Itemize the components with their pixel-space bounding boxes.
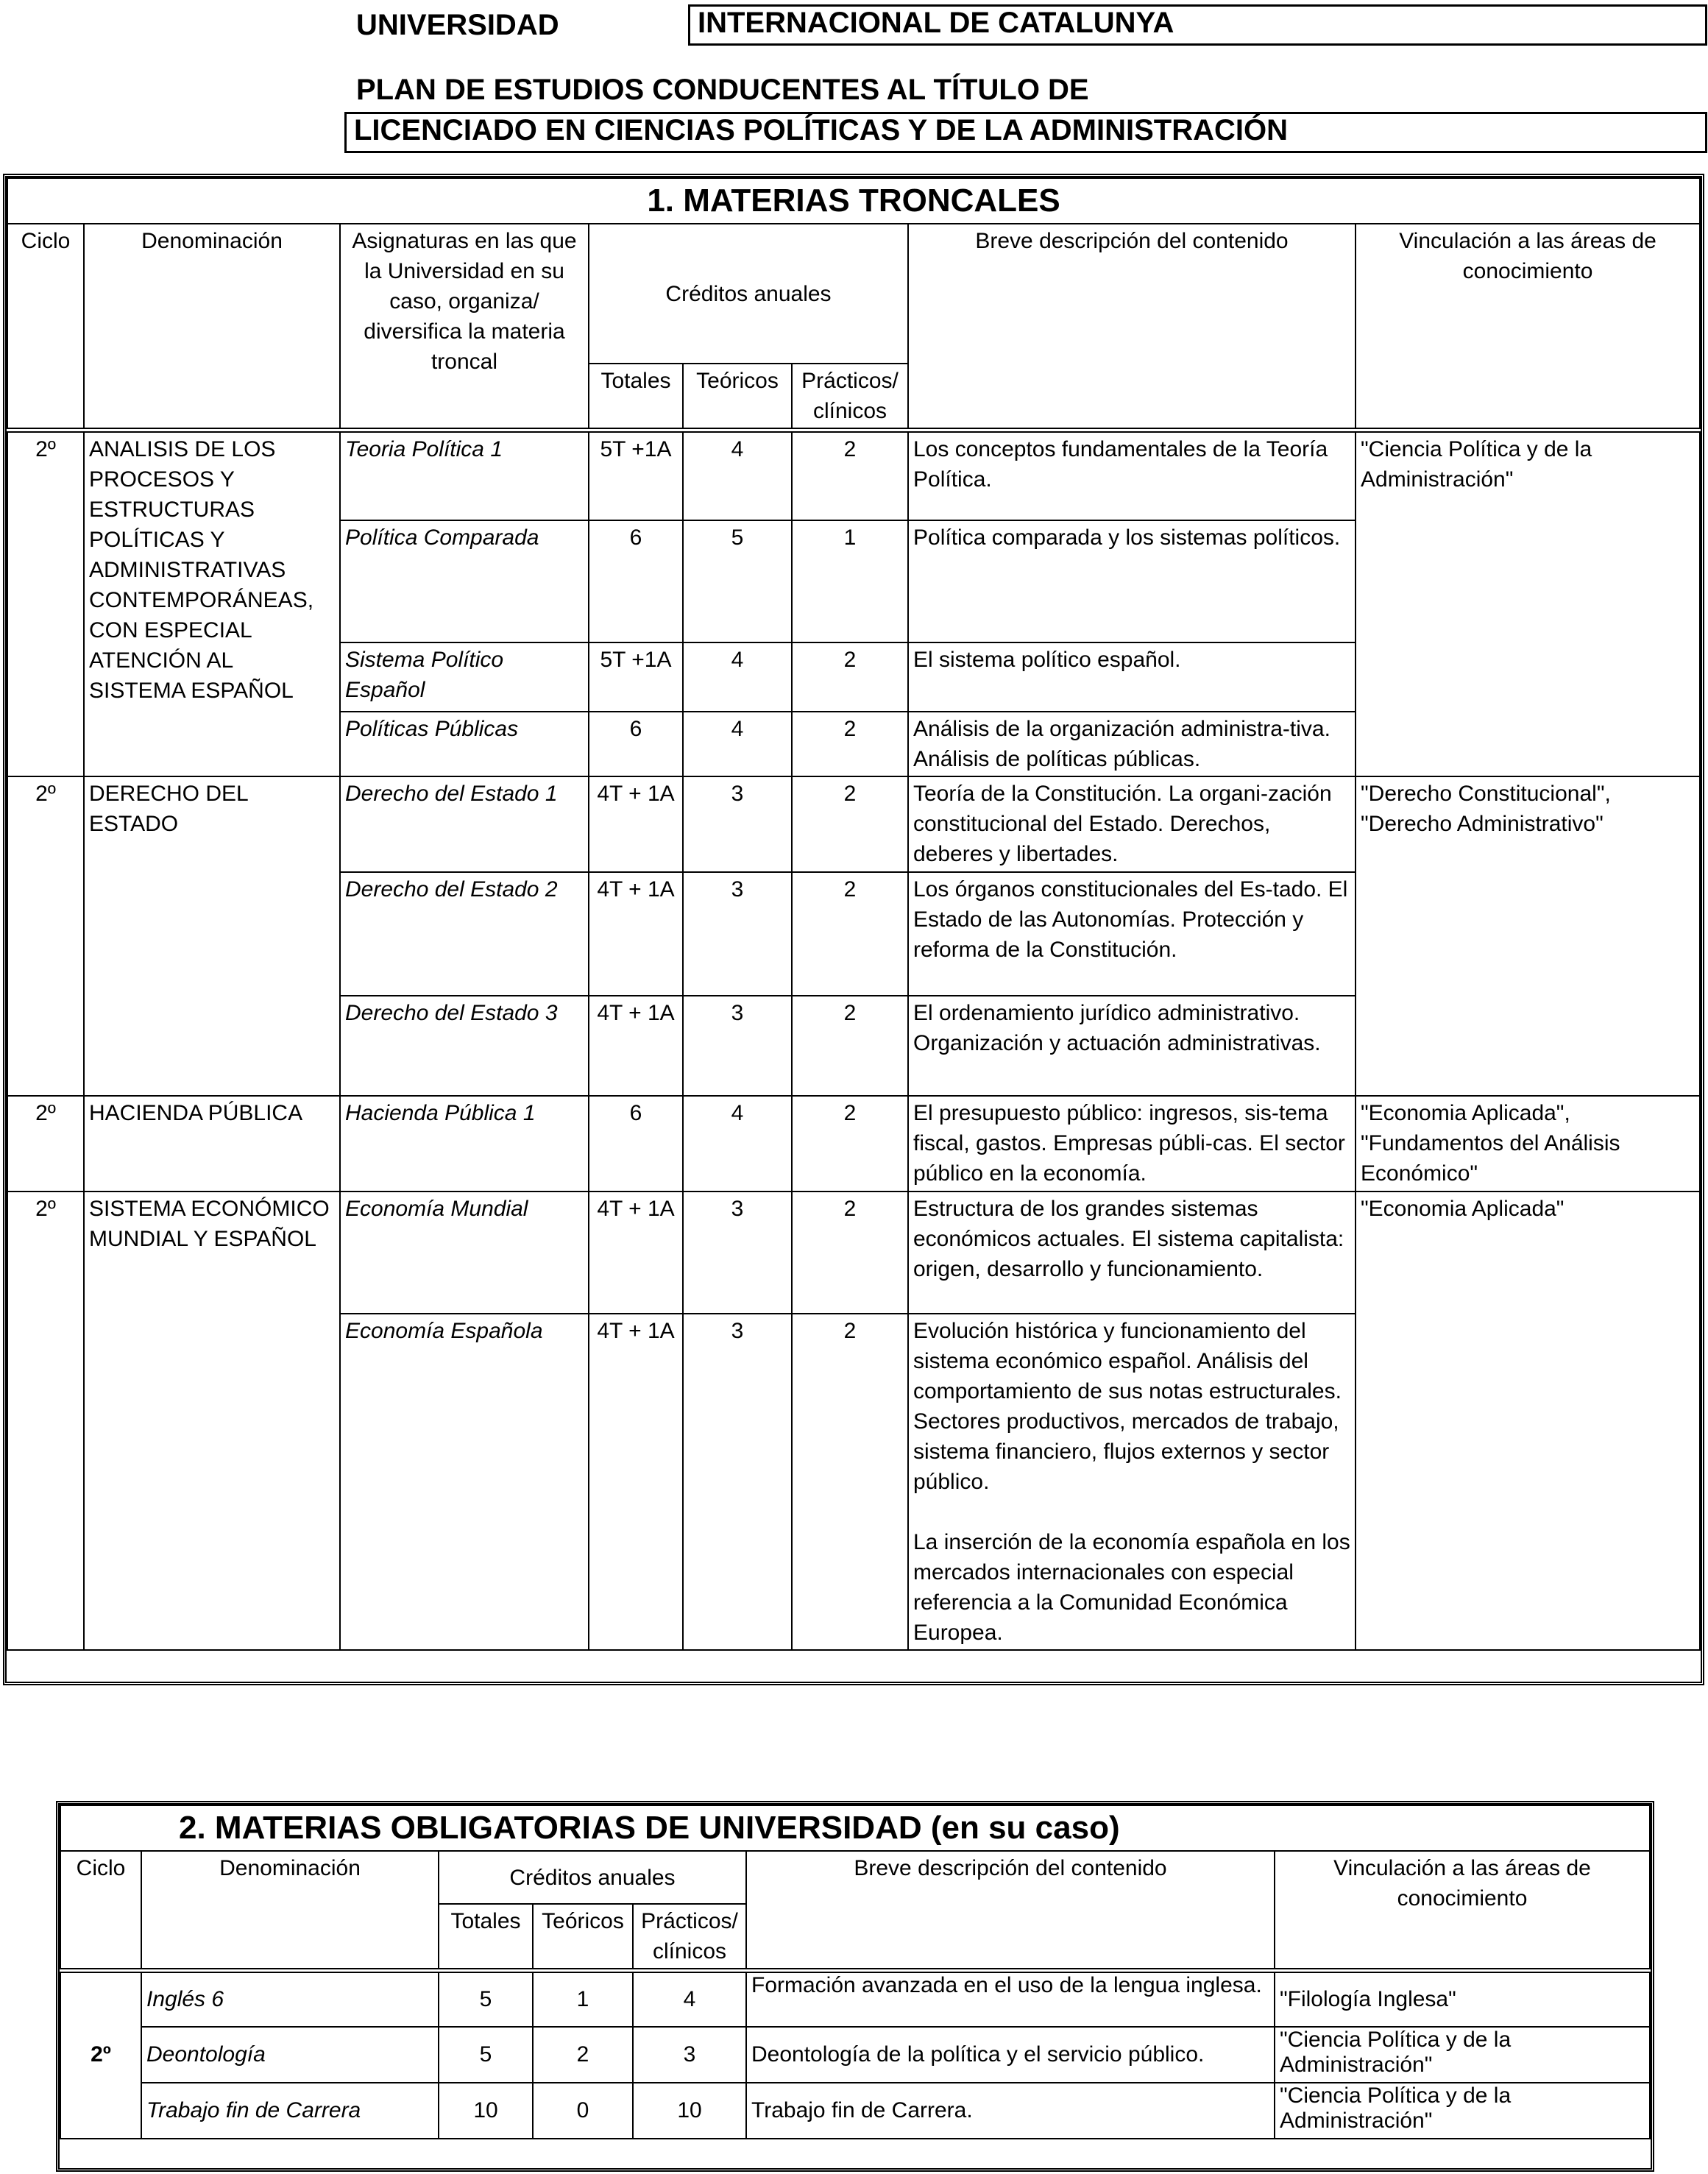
s2-col-vinculacion: Vinculación a las áreas de conocimiento [1275,1851,1650,1971]
university-label: UNIVERSIDAD [356,9,559,41]
ciclo-cell: 2º [7,1192,84,1650]
s2-col-descripcion: Breve descripción del contenido [746,1851,1275,1971]
materia-denominacion: HACIENDA PÚBLICA [84,1096,340,1192]
s2-ciclo: 2º [60,1971,141,2139]
col-ciclo: Ciclo [7,224,84,431]
creditos-teoricos: 3 [683,776,792,872]
s2-practicos: 3 [633,2027,746,2083]
descripcion-parrafo: Los órganos constitucionales del Es-tado. El Estado de las Autonomías. Protección y reforma de la Constitución. [913,877,1348,962]
s2-totales: 10 [439,2083,533,2139]
creditos-teoricos: 4 [683,1096,792,1192]
asignatura-nombre: Hacienda Pública 1 [340,1096,589,1192]
asignatura-nombre: Políticas Públicas [340,712,589,776]
vinculacion-areas: "Derecho Constitucional", "Derecho Administrativo" [1356,776,1700,1096]
col-creditos: Créditos anuales [589,224,908,364]
creditos-totales: 4T + 1A [589,776,683,872]
creditos-teoricos: 4 [683,431,792,520]
asignatura-nombre: Derecho del Estado 1 [340,776,589,872]
asignatura-nombre: Teoria Política 1 [340,431,589,520]
section1-title: 1. MATERIAS TRONCALES [7,178,1700,224]
creditos-practicos: 2 [792,776,908,872]
creditos-practicos: 2 [792,872,908,996]
creditos-totales: 4T + 1A [589,1314,683,1650]
creditos-totales: 6 [589,712,683,776]
asignatura-nombre: Economía Mundial [340,1192,589,1314]
materias-troncales-table [7,177,1701,1651]
creditos-teoricos: 3 [683,1314,792,1650]
creditos-totales: 5T +1A [589,431,683,520]
vinculacion-areas: "Ciencia Política y de la Administración" [1356,431,1700,776]
descripcion-contenido [908,1192,1356,1314]
col-vinculacion: Vinculación a las áreas de conocimiento [1356,224,1700,431]
creditos-teoricos: 5 [683,520,792,642]
descripcion-parrafo: Evolución histórica y funcionamiento del sistema económico español. Análisis del comportamiento de sus notas estructurales. Sectores productivos, mercados de trabajo, sistema financiero, flujos externos y sector público. [913,1318,1342,1494]
creditos-teoricos: 4 [683,642,792,712]
asignatura-nombre: Derecho del Estado 3 [340,996,589,1096]
col-asignaturas: Asignaturas en las que la Universidad en su caso, organiza/ diversifica la materia troncal [340,224,589,431]
s2-descripcion: Formación avanzada en el uso de la lengua inglesa. [746,1971,1275,2027]
col-practicos: Prácticos/ clínicos [792,364,908,431]
col-denominacion: Denominación [84,224,340,431]
descripcion-contenido [908,776,1356,872]
s2-totales: 5 [439,2027,533,2083]
creditos-totales: 6 [589,520,683,642]
descripcion-parrafo: Estructura de los grandes sistemas económicos actuales. El sistema capitalista: origen, desarrollo y funcionamiento. [913,1196,1344,1281]
ciclo-cell: 2º [7,1096,84,1192]
creditos-totales: 4T + 1A [589,872,683,996]
asignatura-nombre: Derecho del Estado 2 [340,872,589,996]
descripcion-parrafo: La inserción de la economía española en los mercados internacionales con especial referencia a la Comunidad Económica Europea. [913,1529,1350,1645]
table-row [60,2027,1650,2083]
descripcion-parrafo: Política comparada y los sistemas políticos. [913,525,1341,550]
descripcion-contenido [908,520,1356,642]
s2-practicos: 10 [633,2083,746,2139]
ciclo-cell: 2º [7,431,84,776]
s2-vinculacion: "Ciencia Política y de la Administración" [1275,2027,1650,2083]
creditos-practicos: 2 [792,1192,908,1314]
s2-col-totales: Totales [439,1904,533,1971]
descripcion-contenido [908,712,1356,776]
descripcion-parrafo: Análisis de la organización administra-tiva. Análisis de políticas públicas. [913,716,1330,771]
col-totales: Totales [589,364,683,431]
descripcion-parrafo: Los conceptos fundamentales de la Teoría Política. [913,437,1328,492]
creditos-totales: 6 [589,1096,683,1192]
asignatura-nombre: Política Comparada [340,520,589,642]
creditos-practicos: 2 [792,1314,908,1650]
plan-label: PLAN DE ESTUDIOS CONDUCENTES AL TÍTULO DE [356,74,1089,106]
s2-col-ciclo: Ciclo [60,1851,141,1971]
ciclo-cell: 2º [7,776,84,1096]
creditos-practicos: 2 [792,712,908,776]
col-descripcion: Breve descripción del contenido [908,224,1356,431]
vinculacion-areas: "Economia Aplicada" [1356,1192,1700,1650]
section2-frame [56,1801,1654,2172]
creditos-totales: 5T +1A [589,642,683,712]
s2-col-creditos: Créditos anuales [439,1851,746,1904]
s2-vinculacion: "Ciencia Política y de la Administración" [1275,2083,1650,2139]
s2-totales: 5 [439,1971,533,2027]
table-row [7,1192,1700,1314]
s2-vinculacion: "Filología Inglesa" [1275,1971,1650,2027]
table-row [7,431,1700,520]
descripcion-parrafo: El sistema político español. [913,647,1181,672]
asignatura-nombre: Economía Española [340,1314,589,1650]
university-name: INTERNACIONAL DE CATALUNYA [688,4,1707,46]
s2-col-denominacion: Denominación [141,1851,439,1971]
s2-teoricos: 1 [533,1971,633,2027]
s2-descripcion: Trabajo fin de Carrera. [746,2083,1275,2139]
asignatura-nombre: Sistema Político Español [340,642,589,712]
creditos-totales: 4T + 1A [589,996,683,1096]
table-row [7,1096,1700,1192]
descripcion-contenido [908,996,1356,1096]
creditos-practicos: 2 [792,431,908,520]
section2-title: 2. MATERIAS OBLIGATORIAS DE UNIVERSIDAD (en su caso) [60,1805,1650,1851]
creditos-practicos: 2 [792,642,908,712]
creditos-practicos: 1 [792,520,908,642]
creditos-teoricos: 3 [683,1192,792,1314]
descripcion-contenido [908,1314,1356,1650]
table-row [7,776,1700,872]
s2-teoricos: 0 [533,2083,633,2139]
descripcion-parrafo: El ordenamiento jurídico administrativo. Organización y actuación administrativas. [913,1000,1321,1055]
materia-denominacion: SISTEMA ECONÓMICO MUNDIAL Y ESPAÑOL [84,1192,340,1650]
creditos-practicos: 2 [792,996,908,1096]
descripcion-contenido [908,872,1356,996]
materia-denominacion: ANALISIS DE LOS PROCESOS Y ESTRUCTURAS POLÍTICAS Y ADMINISTRATIVAS CONTEMPORÁNEAS, CON ESPECIAL ATENCIÓN AL SISTEMA ESPAÑOL [84,431,340,776]
s2-descripcion: Deontología de la política y el servicio público. [746,2027,1275,2083]
descripcion-parrafo: El presupuesto público: ingresos, sis-tema fiscal, gastos. Empresas públi-cas. El sector público en la economía. [913,1100,1345,1186]
creditos-teoricos: 3 [683,872,792,996]
table-row [60,1971,1650,2027]
degree-title: LICENCIADO EN CIENCIAS POLÍTICAS Y DE LA ADMINISTRACIÓN [344,112,1707,153]
descripcion-parrafo: Teoría de la Constitución. La organi-zación constitucional del Estado. Derechos, deberes y libertades. [913,781,1332,866]
descripcion-contenido [908,431,1356,520]
creditos-totales: 4T + 1A [589,1192,683,1314]
descripcion-contenido [908,642,1356,712]
descripcion-contenido [908,1096,1356,1192]
table-row [60,2083,1650,2139]
s2-practicos: 4 [633,1971,746,2027]
materia-denominacion: DERECHO DEL ESTADO [84,776,340,1096]
materias-obligatorias-table [60,1805,1651,2139]
section1-frame [3,174,1704,1685]
col-teoricos: Teóricos [683,364,792,431]
s2-asignatura: Trabajo fin de Carrera [141,2083,439,2139]
creditos-teoricos: 3 [683,996,792,1096]
s2-asignatura: Inglés 6 [141,1971,439,2027]
creditos-practicos: 2 [792,1096,908,1192]
s2-teoricos: 2 [533,2027,633,2083]
s2-asignatura: Deontología [141,2027,439,2083]
s2-col-practicos: Prácticos/ clínicos [633,1904,746,1971]
vinculacion-areas: "Economia Aplicada", "Fundamentos del Análisis Económico" [1356,1096,1700,1192]
creditos-teoricos: 4 [683,712,792,776]
s2-col-teoricos: Teóricos [533,1904,633,1971]
